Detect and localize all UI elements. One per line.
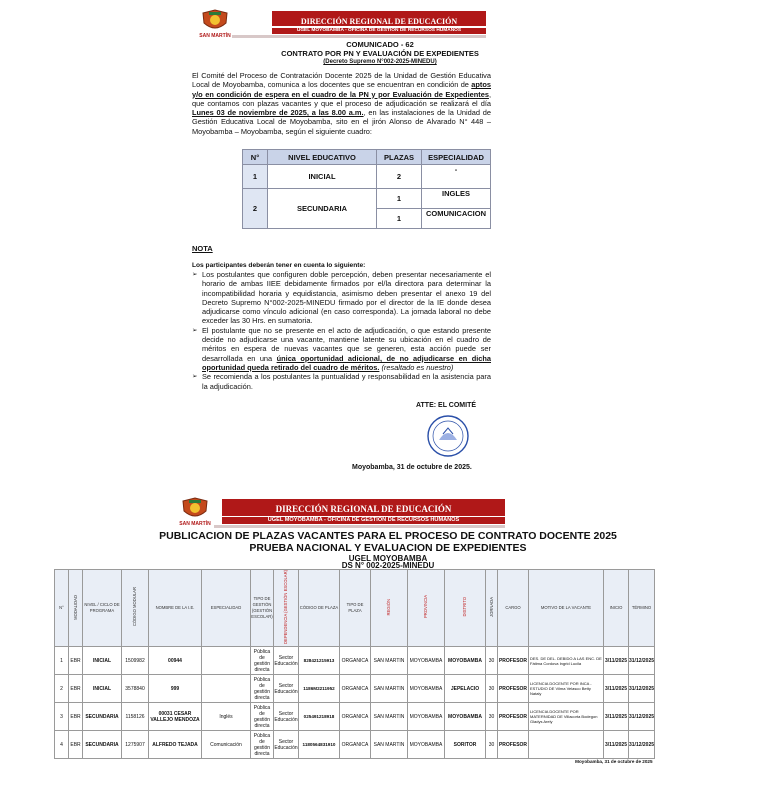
t2-cell: ORGANICA (340, 675, 371, 703)
note-text-2: El postulante que no se presente en el acto de adjudicación, o que estando presente decide no adjudicarse una vacante, mantiene latente su ubicación en el cuadro de méritos en espera de nuevas vacantes que se generen, esta acción puede ser desarrollada en una (202, 325, 491, 363)
t1-header-plazas: PLAZAS (377, 150, 422, 165)
t2-cell: SAN MARTIN (371, 675, 408, 703)
t2-cell: 3 (55, 703, 69, 731)
t2-cell: 3578840 (122, 675, 149, 703)
t1-row2-n: 2 (243, 189, 268, 229)
t2-header-label: MODALIDAD (72, 594, 78, 620)
t2-header-15 (529, 570, 604, 647)
t2-cell: 31/12/2025 (629, 703, 655, 731)
vacancies-detail-table (54, 569, 655, 765)
note-item-3 (192, 372, 491, 391)
t2-cell: 31/12/2025 (629, 675, 655, 703)
header-bar-title: DIRECCIÓN REGIONAL DE EDUCACIÓN (300, 17, 458, 26)
note-item-1 (192, 270, 491, 326)
t2-header-label: NOMBRE DE LA I.E. (155, 605, 195, 610)
t1-row1-n: 1 (243, 165, 268, 189)
logo-caption: SAN MARTÍN (199, 33, 231, 39)
t2-cell: 1180564831910 (299, 731, 340, 759)
intro-bold-2: Lunes 03 de noviembre de 2025, a las 8.00 a.m. (192, 108, 364, 118)
t2-cell: PROFESOR (498, 703, 529, 731)
t1-row1-nivel: INICIAL (268, 165, 377, 189)
t2-header-2 (83, 570, 122, 647)
t2-header-label: TIPO DE PLAZA (346, 602, 364, 613)
t2-cell (202, 675, 251, 703)
t1-row1-esp: - (422, 165, 491, 189)
table-row (55, 731, 655, 759)
t2-cell: MOYOBAMBA (408, 675, 445, 703)
t2-cell: MOYOBAMBA (408, 647, 445, 675)
t2-cell: ORGANICA (340, 703, 371, 731)
t2-cell: 999 (149, 675, 202, 703)
intro-text-3: , en las instalaciones de la Unidad de Gestión Educativa Local de Moyobamba, sito en el jirón Alonso de Alvarado N° 448 – Moyobamba – Moyobamba, según el siguiente cuadro: (192, 108, 491, 136)
t2-header-label: DEPENDENCIA (GESTIÓN ESCOLAR) (283, 570, 288, 644)
t2-cell: SECUNDARIA (83, 731, 122, 759)
t1-header-esp: ESPECIALIDAD (422, 150, 491, 165)
t2-cell: 3/11/2025 (604, 703, 629, 731)
t2-cell (202, 647, 251, 675)
t2-header-14 (498, 570, 529, 647)
t2-header-4 (149, 570, 202, 647)
t2-cell: PROFESOR (498, 731, 529, 759)
regional-logo (200, 9, 230, 41)
t2-header-5 (202, 570, 251, 647)
note-bold-2: única oportunidad adicional, de no adjudicarse en dicha oportunidad queda retirado del cuadro de méritos. (202, 353, 491, 372)
t2-header-label: CÓDIGO DE PLAZA (299, 605, 339, 610)
t1-header-nivel: NIVEL EDUCATIVO (268, 150, 377, 165)
header-divider-2 (214, 525, 505, 528)
note-item-2 (192, 326, 491, 372)
t2-cell: JEPELACIO (445, 675, 486, 703)
t2-header-label: MOTIVO DE LA VACANTE (540, 605, 592, 610)
t2-cell: ALFREDO TEJADA (149, 731, 202, 759)
t2-cell: 31/12/2025 (629, 647, 655, 675)
header-subbar-2 (222, 517, 505, 524)
t2-cell: DES. DE DEL. DEBIDO A LAS ENC. DE Fátima Cordova Ingrid Lucila (529, 647, 604, 675)
page1-date: Moyobamba, 31 de octubre de 2025. (352, 464, 472, 471)
t2-cell: Pública de gestión directa (251, 703, 274, 731)
t2-cell: EBR (69, 703, 83, 731)
participants-heading: Los participantes deberán tener en cuenta lo siguiente: (192, 262, 366, 269)
t2-cell: EBR (69, 731, 83, 759)
t2-cell: Sector Educación (274, 647, 299, 675)
t2-header-label: TÉRMINO (631, 605, 652, 610)
t2-cell: PROFESOR (498, 675, 529, 703)
t2-header-label: ESPECIALIDAD (210, 605, 242, 610)
note-text-1: Los postulantes que configuren doble percepción, deben presentar necesariamente el horario de ambas IIEE debidamente firmados por el/la directora para determinar la incompatibilidad horaria y equidistancia, asimismo deben presentar el anexo 19 del Decreto Supremo N°002-2025-MINEDU firmado por el director de la IE donde desea adjudicarse como vínculo adicional (en caso corresponda). La jornada laboral no debe exceder las 30 Hrs. en sumatoria. (202, 270, 491, 326)
notes-list (192, 270, 491, 391)
t2-cell: Sector Educación (274, 731, 299, 759)
intro-text-1: El Comité del Proceso de Contratación Docente 2025 de la Unidad de Gestión Educativa Local de Moyobamba, comunica a los docentes que se encuentran en condición de (192, 71, 491, 90)
t2-cell: SAN MARTIN (371, 647, 408, 675)
page2-ds: DS N° 002-2025-MINEDU (341, 561, 435, 570)
t2-cell: 828421215913 (299, 647, 340, 675)
t2-cell: LICENCIA DOCENTE POR MATERNIDAD DE Villacorta Bodegon Gladys Arely (529, 703, 604, 731)
t2-cell: 1 (55, 647, 69, 675)
table-row (55, 703, 655, 731)
t1-row2-plazas-b: 1 (377, 209, 422, 229)
t2-cell: 4 (55, 731, 69, 759)
t2-header-label: CARGO (505, 605, 521, 610)
t2-cell: Pública de gestión directa (251, 647, 274, 675)
t2-cell: SORITOR (445, 731, 486, 759)
note-text-3: Se recomienda a los postulantes la puntualidad y responsabilidad en la asistencia para la adjudicación. (202, 372, 491, 391)
vacancies-summary-table (242, 149, 491, 229)
t1-header-n: N° (243, 150, 268, 165)
t2-cell: 00944 (149, 647, 202, 675)
t2-cell: EBR (69, 675, 83, 703)
regional-shield-icon (200, 9, 230, 33)
t2-cell: 2 (55, 675, 69, 703)
t2-cell: 1158126 (122, 703, 149, 731)
stamp-seal-icon (426, 414, 470, 458)
intro-bold-1: aptos y/o en condición de espera en el cuadro de la PN y por Evaluación de Expedientes (192, 80, 491, 99)
t2-cell: 1186M2211952 (299, 675, 340, 703)
t2-header-13 (486, 570, 498, 647)
t2-cell: MOYOBAMBA (408, 731, 445, 759)
header-bar (272, 11, 486, 26)
t2-cell: 30 (486, 731, 498, 759)
t2-header-label: JORNADA (488, 596, 494, 617)
regional-logo-2 (180, 497, 210, 529)
t2-cell: INICIAL (83, 647, 122, 675)
t2-cell: EBR (69, 647, 83, 675)
note-italic-2: (resaltado es nuestro) (379, 362, 454, 372)
regional-shield-icon (180, 497, 210, 521)
t2-header-label: N° (59, 605, 64, 610)
atte-signature: ATTE: EL COMITÉ (416, 402, 477, 409)
page2-footer-date: Moyobamba, 31 de octubre de 2025 (55, 759, 655, 766)
t2-header-1 (69, 570, 83, 647)
t2-cell: 1509982 (122, 647, 149, 675)
t2-cell: LICENCIA DOCENTE POR INCA - ESTUDIO DE Vilma Velasco Betty Nataly (529, 675, 604, 703)
t1-row2-plazas-a: 1 (377, 189, 422, 209)
t2-cell: Comunicación (202, 731, 251, 759)
t2-header-label: REGIÓN (386, 598, 391, 616)
t2-cell: 30 (486, 675, 498, 703)
t1-row2-nivel: SECUNDARIA (268, 189, 377, 229)
t2-header-8 (299, 570, 340, 647)
t2-cell: 30 (486, 647, 498, 675)
header-subbar (272, 28, 486, 34)
t2-header-6 (251, 570, 274, 647)
t2-cell: PROFESOR (498, 647, 529, 675)
t2-cell: 025491218918 (299, 703, 340, 731)
page2-ugel: UGEL MOYOBAMBA (348, 554, 428, 563)
t2-cell: MOYOBAMBA (445, 647, 486, 675)
t2-cell: 3/11/2025 (604, 647, 629, 675)
header-subbar-title: UGEL MOYOBAMBA - OFICINA DE GESTIÓN DE RECURSOS HUMANOS (296, 28, 462, 33)
t1-row2-esp-b: COMUNICACION (422, 209, 491, 229)
t2-header-label: DISTRITO (462, 597, 467, 617)
t2-cell: 30 (486, 703, 498, 731)
page1-title: CONTRATO POR PN Y EVALUACIÓN DE EXPEDIENTES (281, 49, 479, 58)
header-bar-2 (222, 499, 505, 516)
t2-cell: Sector Educación (274, 675, 299, 703)
t2-cell: 31/12/2025 (629, 731, 655, 759)
t2-header-11 (408, 570, 445, 647)
t2-header-label: PROVINCIA (423, 595, 428, 619)
t2-header-17 (629, 570, 655, 647)
t2-cell: SECUNDARIA (83, 703, 122, 731)
page1-decree: (Decreto Supremo N°002-2025-MINEDU) (323, 59, 437, 65)
page2-title: PUBLICACION DE PLAZAS VACANTES PARA EL PROCESO DE CONTRATO DOCENTE 2025 (159, 530, 617, 542)
table-row (55, 675, 655, 703)
t1-row2-esp-a: INGLES (422, 189, 491, 209)
t2-cell: INICIAL (83, 675, 122, 703)
t2-cell: 3/11/2025 (604, 731, 629, 759)
t2-cell: 00031 CESAR VALLEJO MENDOZA (149, 703, 202, 731)
t2-cell: Sector Educación (274, 703, 299, 731)
t2-header-3 (122, 570, 149, 647)
intro-paragraph (192, 71, 491, 136)
header-subbar-title-2: UGEL MOYOBAMBA - OFICINA DE GESTIÓN DE RECURSOS HUMANOS (267, 517, 460, 523)
logo-caption-2: SAN MARTÍN (179, 521, 211, 527)
header-bar-title-2: DIRECCIÓN REGIONAL DE EDUCACIÓN (275, 504, 452, 514)
t2-cell: MOYOBAMBA (445, 703, 486, 731)
table-row (55, 647, 655, 675)
t1-row1-plazas: 2 (377, 165, 422, 189)
t2-cell: 3/11/2025 (604, 675, 629, 703)
intro-text-2: , que contamos con plazas vacantes y que el proceso de adjudicación se realizará el día (192, 89, 491, 108)
t2-header-label: INICIO (609, 605, 623, 610)
t2-cell: Inglés (202, 703, 251, 731)
t2-cell: ORGANICA (340, 731, 371, 759)
t2-header-16 (604, 570, 629, 647)
t2-header-0 (55, 570, 69, 647)
t2-cell: MOYOBAMBA (408, 703, 445, 731)
t2-cell: Pública de gestión directa (251, 731, 274, 759)
t2-cell: ORGANICA (340, 647, 371, 675)
t2-header-10 (371, 570, 408, 647)
t2-cell: Pública de gestión directa (251, 675, 274, 703)
nota-heading: NOTA (192, 244, 213, 253)
t2-cell: SAN MARTIN (371, 703, 408, 731)
t2-cell: SAN MARTIN (371, 731, 408, 759)
header-divider (232, 35, 486, 38)
t2-header-7 (274, 570, 299, 647)
t2-cell (529, 731, 604, 759)
comunicado-number: COMUNICADO - 62 (346, 40, 414, 49)
t2-header-12 (445, 570, 486, 647)
t2-header-label: NIVEL / CICLO DE PROGRAMA (84, 602, 120, 613)
t2-header-label: TIPO DE GESTIÓN (GESTIÓN ESCOLAR) (251, 596, 273, 619)
t2-cell: 1275907 (122, 731, 149, 759)
committee-stamp (426, 414, 470, 458)
page2-subtitle: PRUEBA NACIONAL Y EVALUACION DE EXPEDIENTES (249, 542, 527, 554)
t2-header-label: CÓDIGO MODULAR (132, 587, 137, 627)
t2-header-9 (340, 570, 371, 647)
